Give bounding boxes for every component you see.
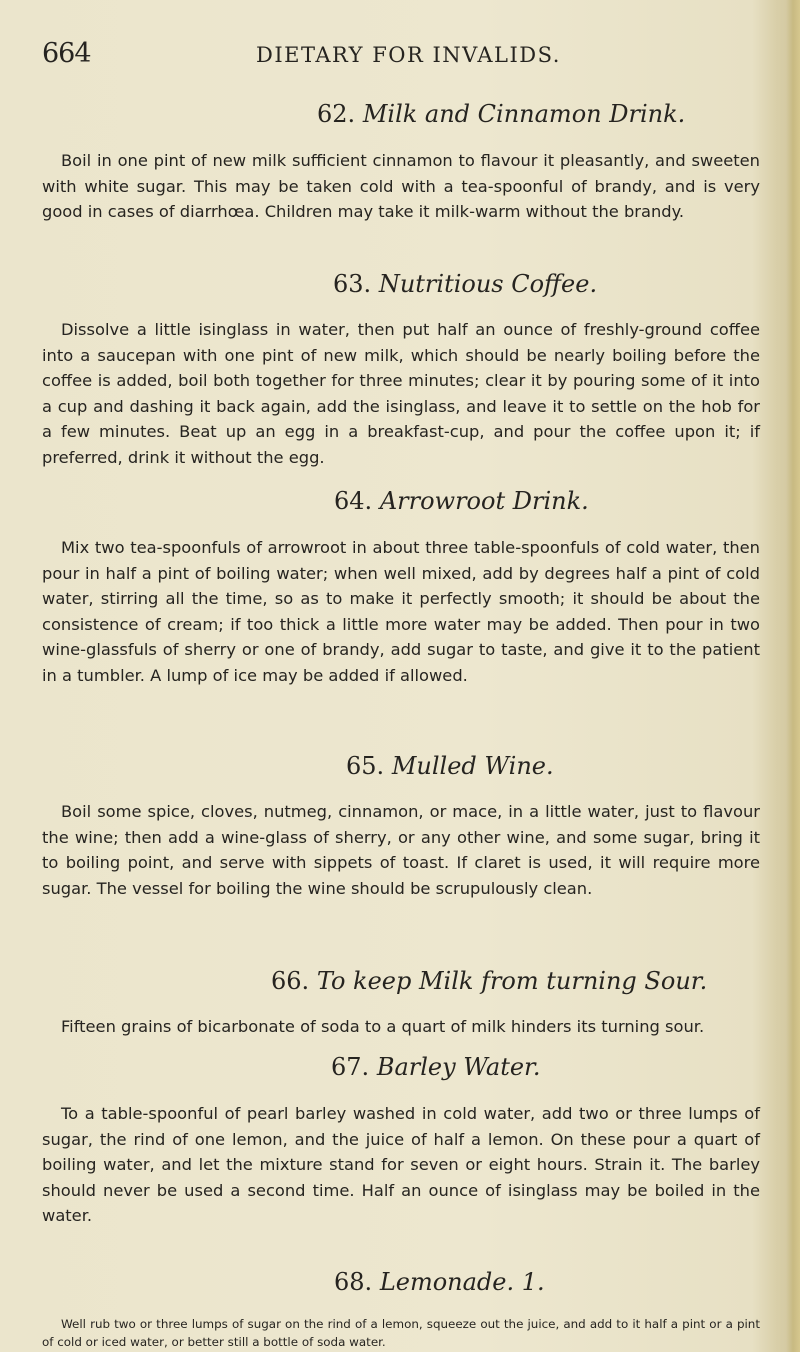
page-edge-shadow — [786, 0, 800, 1352]
recipe-text: Boil some spice, cloves, nutmeg, cinnamon, or mace, in a little water, just to flavour the wine; then add a wine-glass of sherry, or any other wine, and some sugar, bring it to boiling point, and serve with sippets of toast. If claret is used, it will require more sugar. The vessel for boiling the wine should be scrupulously clean. — [42, 802, 760, 898]
recipe-body — [42, 1315, 760, 1352]
recipe-body — [42, 1101, 760, 1229]
recipe-number: 68. — [334, 1268, 373, 1296]
recipe-title: Nutritious Coffee. — [378, 270, 598, 298]
recipe-number: 64. — [334, 487, 373, 515]
recipe-body — [42, 1014, 760, 1040]
recipe-title: To keep Milk from turning Sour. — [316, 967, 708, 995]
recipe-heading — [0, 967, 800, 995]
recipe-body — [42, 148, 760, 225]
recipe-text: Dissolve a little isinglass in water, then put half an ounce of freshly-ground coffee into a saucepan with one pint of new milk, which should be nearly boiling before the coffee is added, boil both together for three minutes; clear it by pouring some of it into a cup and dashing it back again, add the isinglass, and leave it to settle on the hob for a few minutes. Beat up an egg in a breakfast-cup, and pour the coffee upon it; if preferred, drink it without the egg. — [42, 320, 760, 467]
recipe-number: 66. — [271, 967, 310, 995]
recipe-number: 67. — [331, 1053, 370, 1081]
recipe-number: 65. — [346, 752, 385, 780]
recipe-body — [42, 317, 760, 471]
recipe-text: Mix two tea-spoonfuls of arrowroot in about three table-spoonfuls of cold water, then pour in half a pint of boiling water; when well mixed, add by degrees half a pint of cold water, stirring all the time, so as to make it perfectly smooth; it should be about the consistence of cream; if too thick a little more water may be added. Then pour in two wine-glassfuls of sherry or one of brandy, add sugar to taste, and give it to the patient in a tumbler. A lump of ice may be added if allowed. — [42, 538, 760, 685]
recipe-text: Fifteen grains of bicarbonate of soda to a quart of milk hinders its turning sour. — [61, 1017, 705, 1036]
recipe-body — [42, 535, 760, 689]
recipe-heading — [0, 752, 800, 780]
recipe-title: Mulled Wine. — [391, 752, 554, 780]
recipe-text: Boil in one pint of new milk sufficient cinnamon to flavour it pleasantly, and sweeten with white sugar. This may be taken cold with a tea-spoonful of brandy, and is very good in cases of diarrhœa. Children may take it milk-warm without the brandy. — [42, 151, 760, 222]
recipe-heading — [0, 100, 800, 128]
recipe-heading — [0, 1268, 800, 1296]
recipe-title: Barley Water. — [376, 1053, 541, 1081]
recipe-title: Milk and Cinnamon Drink. — [362, 100, 686, 128]
running-head: DIETARY FOR INVALIDS. — [256, 43, 561, 67]
recipe-number: 63. — [333, 270, 372, 298]
recipe-text: To a table-spoonful of pearl barley washed in cold water, add two or three lumps of sugar, the rind of one lemon, and the juice of half a lemon. On these pour a quart of boiling water, and let the mixture stand for seven or eight hours. Strain it. The barley should never be used a second time. Half an ounce of isinglass may be boiled in the water. — [42, 1104, 760, 1226]
recipe-heading — [0, 1053, 800, 1081]
recipe-title: Lemonade. 1. — [379, 1268, 545, 1296]
page-number: 664 — [42, 38, 91, 69]
recipe-heading — [0, 487, 800, 515]
recipe-number: 62. — [317, 100, 356, 128]
recipe-body — [42, 799, 760, 901]
recipe-title: Arrowroot Drink. — [379, 487, 589, 515]
recipe-text: Well rub two or three lumps of sugar on the rind of a lemon, squeeze out the juice, and add to it half a pint or a pint of cold or iced water, or better still a bottle of soda water. — [42, 1317, 760, 1350]
recipe-heading — [0, 270, 800, 298]
